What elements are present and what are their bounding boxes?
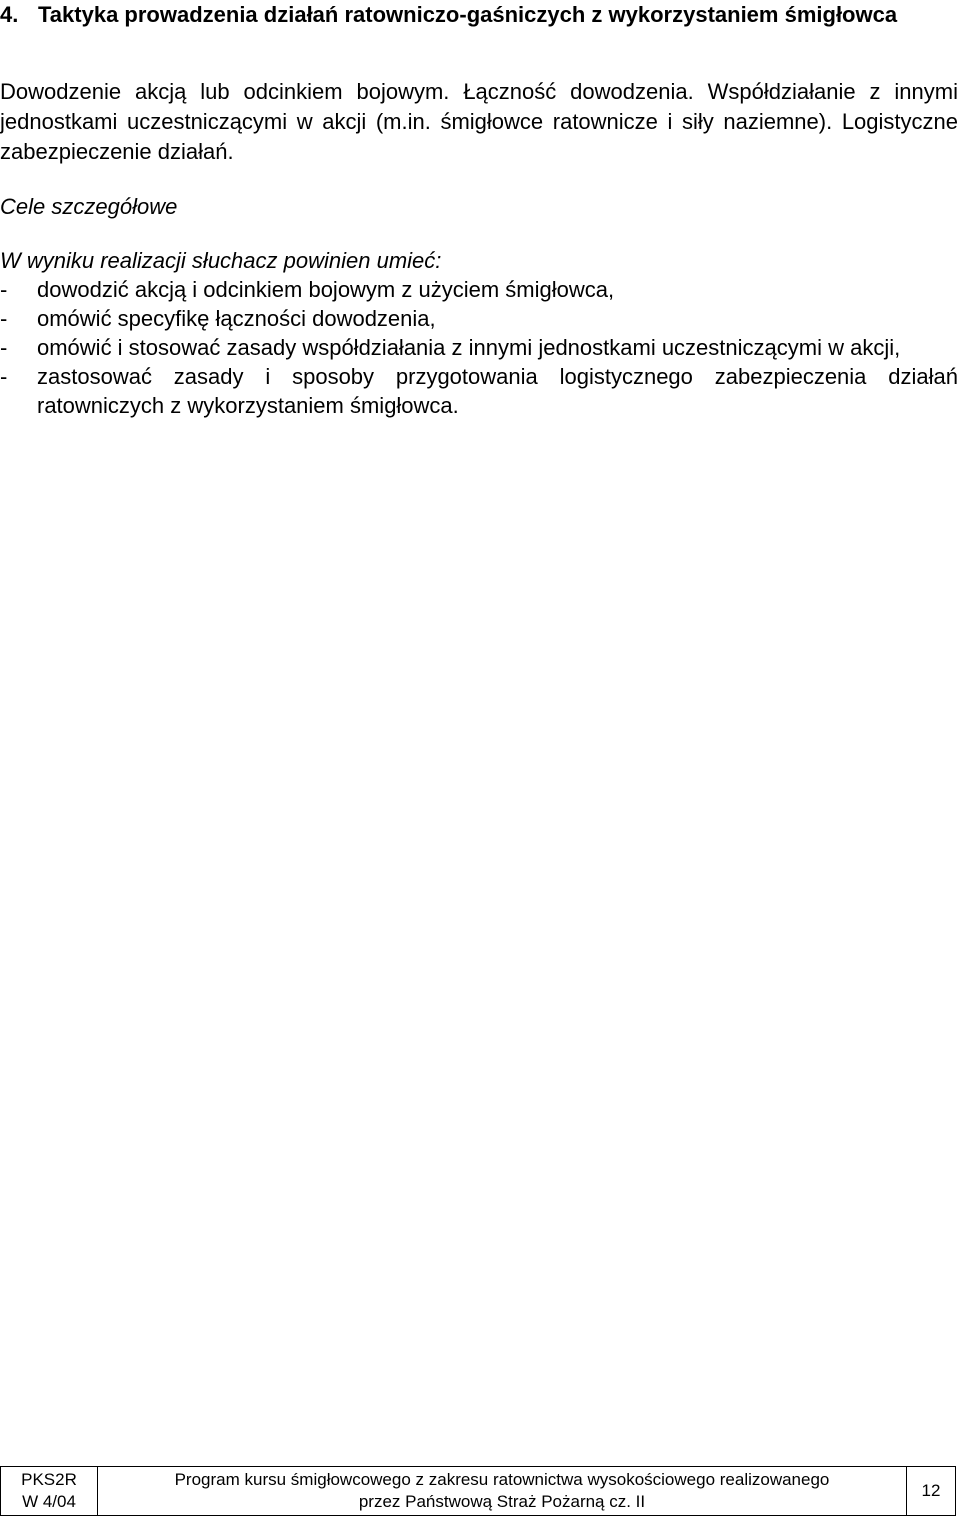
- objective-text: omówić i stosować zasady współdziałania z innymi jednostkami uczestniczącymi w akcji,: [37, 335, 901, 360]
- objective-item: [0, 275, 958, 304]
- list-bullet: -: [0, 364, 8, 389]
- footer-desc-line2: przez Państwową Straż Pożarną cz. II: [358, 1492, 646, 1511]
- footer-desc-line1: Program kursu śmigłowcowego z zakresu ratownictwa wysokościowego realizowanego: [174, 1470, 830, 1489]
- objective-text: dowodzić akcją i odcinkiem bojowym z użyciem śmigłowca,: [37, 277, 615, 302]
- list-bullet: -: [0, 335, 8, 360]
- section-content: Dowodzenie akcją lub odcinkiem bojowym. Łączność dowodzenia. Współdziałanie z innymi jednostkami uczestniczącymi w akcji (m.in. śmigłowce ratownicze i siły naziemne). Logistyczne zabezpieczenie działań.: [0, 79, 958, 164]
- footer-code-line2: W 4/04: [22, 1492, 76, 1511]
- page-footer: [0, 1466, 956, 1516]
- section-heading: [0, 0, 958, 30]
- objective-text: omówić specyfikę łączności dowodzenia,: [37, 306, 436, 331]
- footer-description: [98, 1467, 907, 1515]
- page-number: 12: [921, 1481, 941, 1500]
- footer-code-line1: PKS2R: [21, 1470, 77, 1489]
- section-number: 4.: [0, 2, 19, 27]
- objective-item: [0, 333, 958, 362]
- objectives-intro: W wyniku realizacji słuchacz powinien umieć:: [0, 248, 442, 273]
- objective-text: zastosować zasady i sposoby przygotowania logistycznego zabezpieczenia działań ratowniczych z wykorzystaniem śmigłowca.: [37, 364, 958, 418]
- footer-code: [1, 1467, 98, 1515]
- objective-item: [0, 304, 958, 333]
- section-title: Taktyka prowadzenia działań ratowniczo-gaśniczych z wykorzystaniem śmigłowca: [38, 2, 898, 27]
- objective-item: [0, 362, 958, 420]
- objectives-title: Cele szczegółowe: [0, 194, 178, 219]
- list-bullet: -: [0, 277, 8, 302]
- objectives-list: [0, 275, 958, 420]
- list-bullet: -: [0, 306, 8, 331]
